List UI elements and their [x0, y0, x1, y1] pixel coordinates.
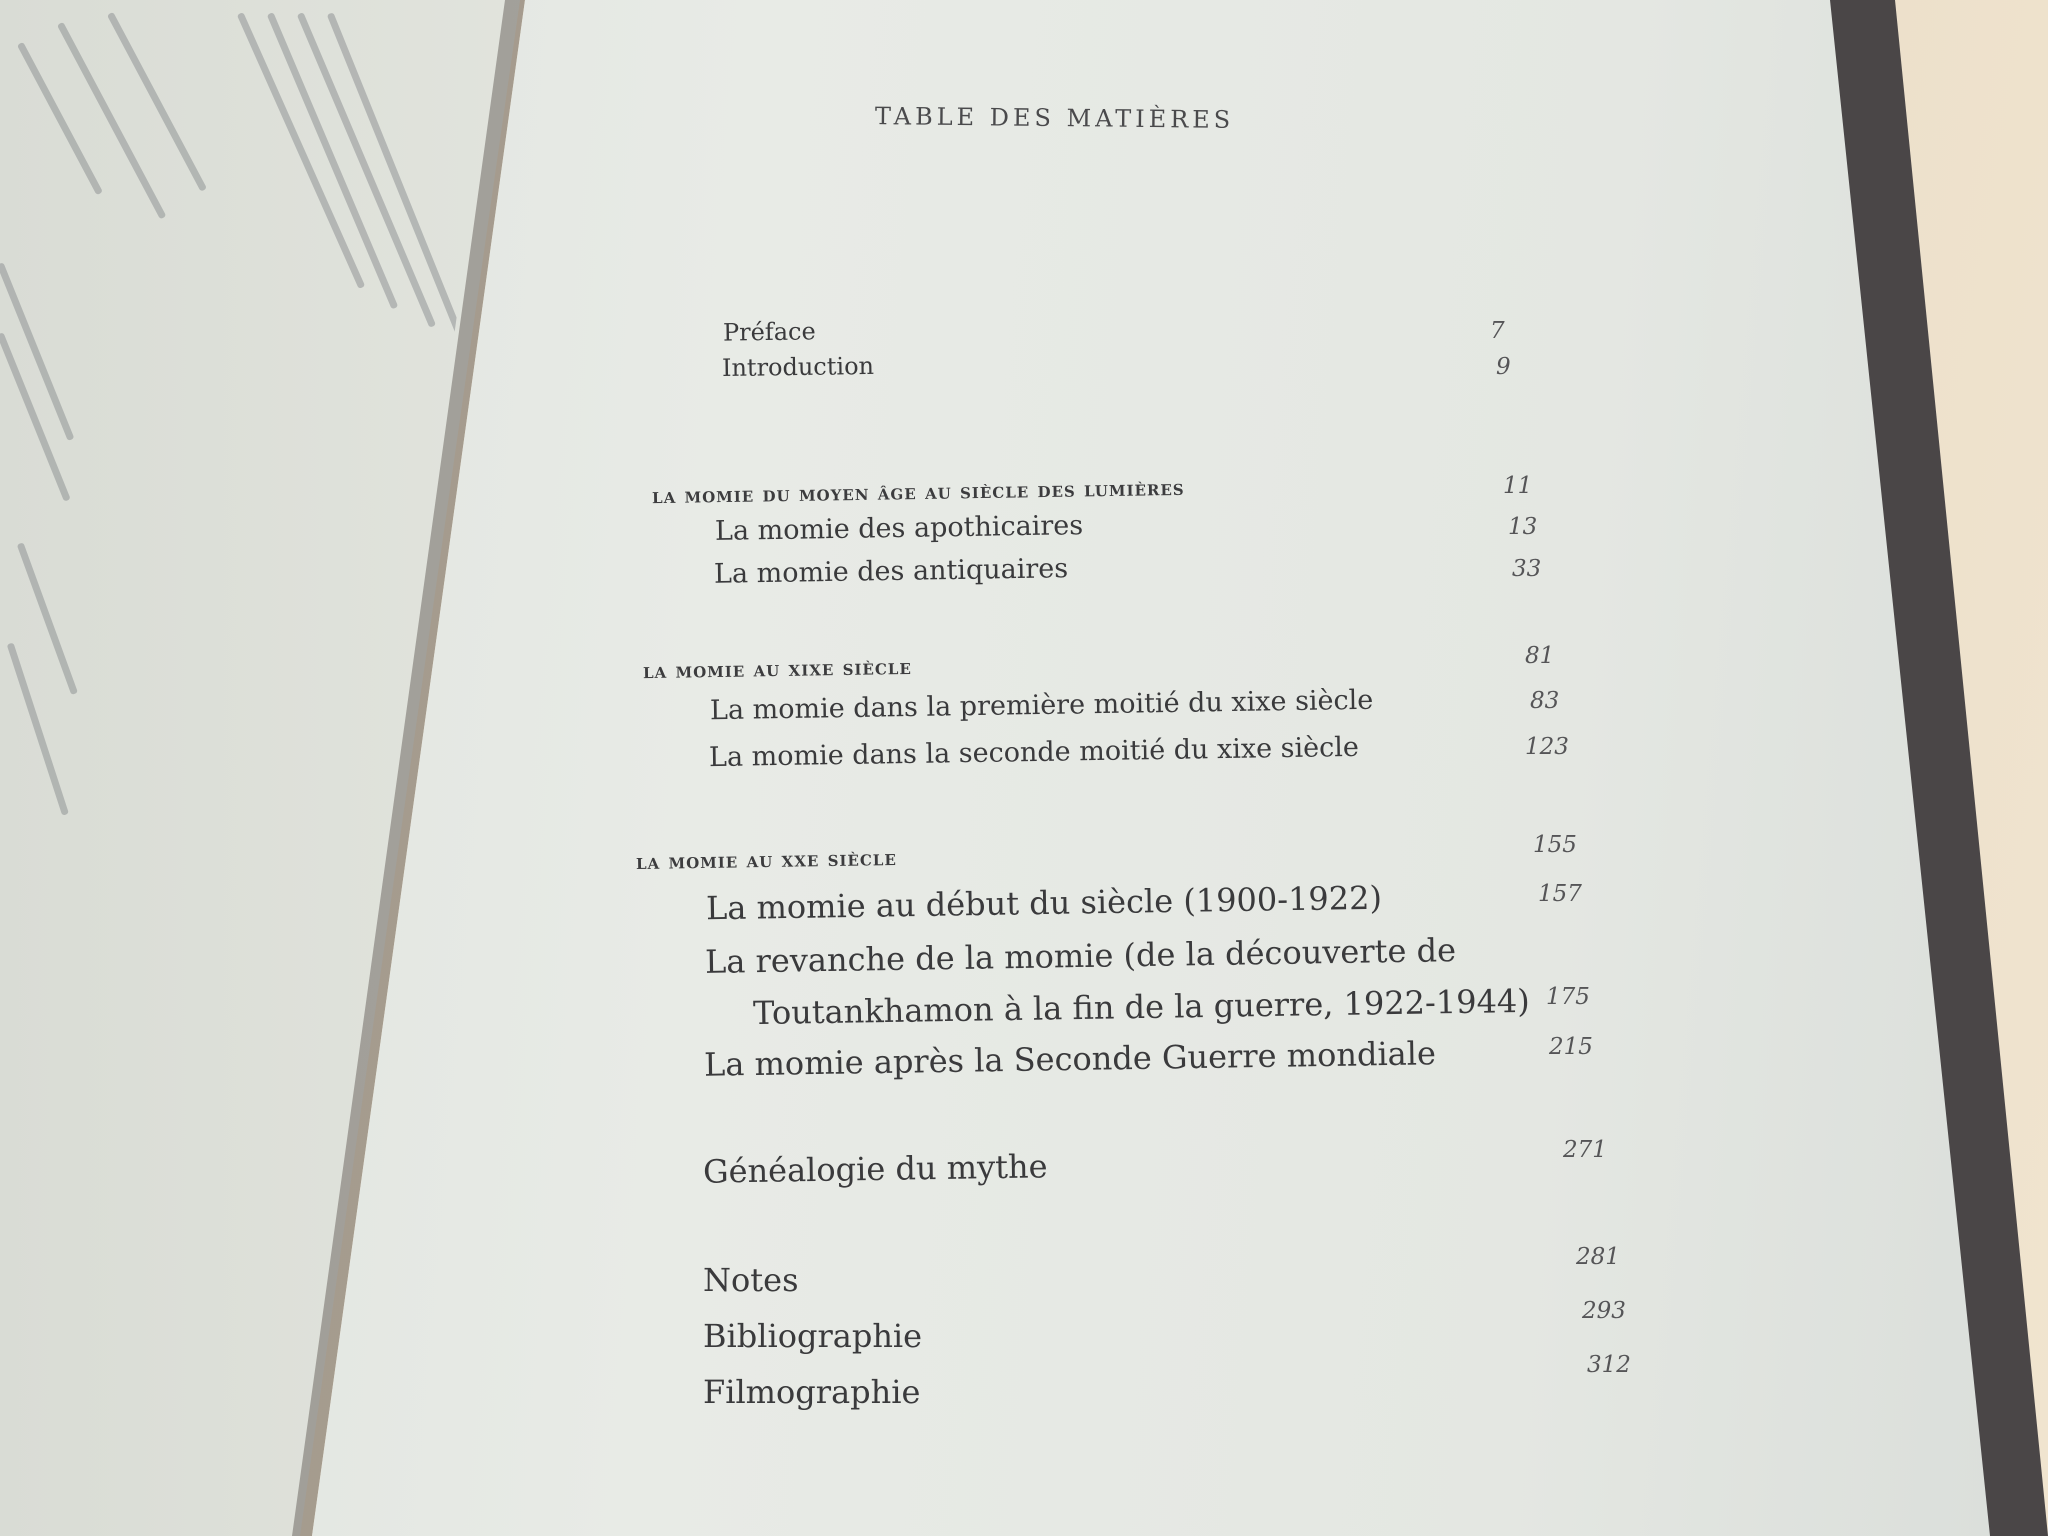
toc-entry-label: La revanche de la momie (de la découverte de [704, 931, 1457, 981]
toc-entry-page: 13 [1508, 514, 1538, 540]
toc-entry-label: Généalogie du mythe [702, 1147, 1048, 1191]
toc-entry-label: La momie au début du siècle (1900-1922) [705, 878, 1383, 928]
toc-part-title: la momie du moyen âge au siècle des lumières [651, 474, 1185, 509]
toc-entry-page: 157 [1538, 881, 1582, 907]
toc-entry-page: 175 [1546, 984, 1590, 1010]
toc-entry-page: 215 [1549, 1034, 1593, 1060]
toc-entry-label: La momie dans la première moitié du xixe siècle [709, 684, 1374, 727]
toc-entry-label: Bibliographie [703, 1317, 923, 1355]
toc-entry-page: 33 [1512, 556, 1542, 582]
toc-part-title: la momie au xixe siècle [642, 653, 912, 684]
toc-entry-page: 123 [1525, 734, 1569, 760]
toc-entry-page: 312 [1587, 1352, 1631, 1378]
toc-part-page: 155 [1533, 832, 1577, 858]
toc-entry-page: 83 [1530, 688, 1560, 714]
toc-entry-label: Introduction [721, 351, 875, 383]
toc-entry-label-continued: Toutankhamon à la fin de la guerre, 1922-1944) [752, 981, 1531, 1033]
toc-part-page: 11 [1503, 473, 1533, 499]
toc-part-page: 81 [1525, 643, 1555, 669]
toc-entry-page: 293 [1582, 1298, 1626, 1324]
toc-entry-label: La momie des apothicaires [714, 510, 1084, 547]
toc-entry-label: La momie dans la seconde moitié du xixe siècle [708, 731, 1360, 774]
toc-entry-label: Filmographie [703, 1373, 921, 1411]
toc-entry-page: 7 [1490, 318, 1505, 344]
toc-entry-label: La momie après la Seconde Guerre mondiale [703, 1034, 1437, 1084]
page-title: TABLE DES MATIÈRES [874, 102, 1235, 134]
toc-entry-page: 281 [1576, 1244, 1620, 1270]
toc-part-title: la momie au xxe siècle [635, 844, 897, 875]
toc-entry-page: 271 [1563, 1137, 1607, 1163]
toc-entry-label: Préface [722, 317, 816, 347]
toc-entry-label: La momie des antiquaires [713, 553, 1069, 590]
toc-entry-page: 9 [1496, 354, 1511, 380]
toc-entry-label: Notes [703, 1261, 799, 1299]
